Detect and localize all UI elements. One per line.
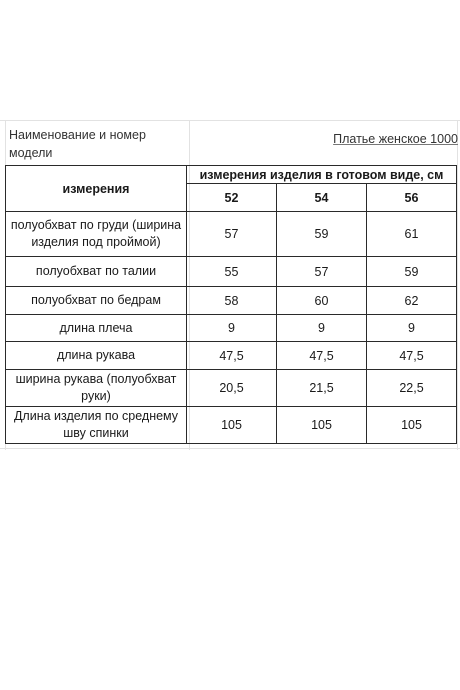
size-chart-table [5,165,457,444]
cell-value: 22,5 [367,370,457,407]
table-row [6,257,457,287]
table-row [6,287,457,315]
row-label: ширина рукава (полуобхват руки) [6,370,187,407]
cell-value: 57 [187,212,277,257]
size-header: 54 [277,184,367,212]
measure-header: измерения [6,166,187,212]
cell-value: 59 [367,257,457,287]
model-header-row [5,124,460,164]
model-name-label: Наименование и номер модели [9,128,146,160]
cell-value: 47,5 [367,342,457,370]
group-header: измерения изделия в готовом виде, см [187,166,457,184]
cell-value: 105 [187,407,277,444]
cell-value: 9 [187,315,277,342]
table-row [6,407,457,444]
cell-value: 59 [277,212,367,257]
cell-value: 21,5 [277,370,367,407]
row-label: полуобхват по бедрам [6,287,187,315]
cell-value: 57 [277,257,367,287]
gridline [0,448,460,449]
table-row [6,212,457,257]
cell-value: 105 [277,407,367,444]
cell-value: 47,5 [187,342,277,370]
table-row [6,370,457,407]
size-header: 56 [367,184,457,212]
row-label: длина рукава [6,342,187,370]
cell-value: 60 [277,287,367,315]
cell-value: 62 [367,287,457,315]
cell-value: 9 [277,315,367,342]
table-row [6,315,457,342]
cell-value: 20,5 [187,370,277,407]
table-row [6,342,457,370]
cell-value: 105 [367,407,457,444]
cell-value: 58 [187,287,277,315]
row-label: полуобхват по талии [6,257,187,287]
cell-value: 55 [187,257,277,287]
size-header: 52 [187,184,277,212]
cell-value: 61 [367,212,457,257]
row-label: полуобхват по груди (ширина изделия под проймой) [6,212,187,257]
table-header-row [6,166,457,184]
row-label: длина плеча [6,315,187,342]
gridline [457,120,458,450]
cell-value: 47,5 [277,342,367,370]
model-name-value[interactable]: Платье женское 1000 [333,132,458,146]
row-label: Длина изделия по среднему шву спинки [6,407,187,444]
gridline [0,120,460,121]
cell-value: 9 [367,315,457,342]
